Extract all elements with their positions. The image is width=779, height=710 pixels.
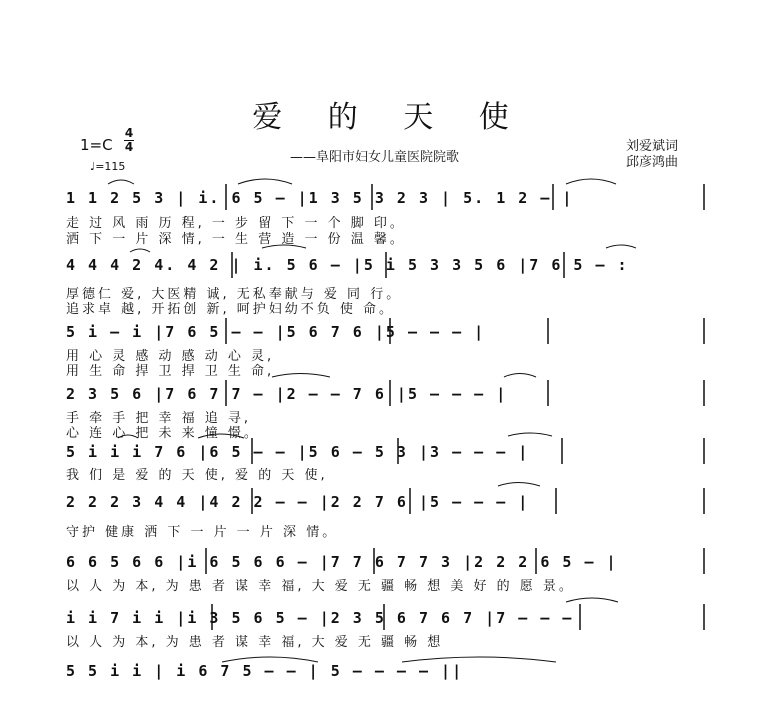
key-signature: 1=C [80,136,113,154]
lyric-verse-1: 守护 健康 洒 下 一 片 一 片 深 情。 [66,525,339,540]
lyricist-credit: 刘爱斌词 [626,139,679,154]
song-title: 爱 的 天 使 [252,100,527,135]
slur [130,249,150,252]
slur [566,598,618,602]
slur [498,483,540,487]
tempo-marking: ♩=115 [90,160,126,173]
slur [272,374,330,378]
lyric-verse-1: 以 人 为 本, 为 患 者 谋 幸 福, 大 爱 无 疆 畅 想 [66,635,444,650]
notation: i i 7 i i |i 3 5 6 5 – |2 3 5 6 7 6 7 |7 – – – [66,609,574,627]
notation: 2 2 2 3 4 4 |4 2 2 – – |2 2 7 6 |5 – – – | [66,493,530,511]
lyric-verse-2: 洒 下 一 片 深 情, 一 生 营 造 一 份 温 馨。 [66,232,406,247]
notation: 5 i i i 7 6 |6 5 – – |5 6 – 5 3 |3 – – – | [66,443,530,461]
slur [262,245,306,248]
lyric-verse-2: 追求卓 越, 开拓创 新, 呵护妇幼不负 使 命。 [66,302,396,317]
notation: 6 6 5 6 6 |i 6 5 6 6 – |7 7 6 7 7 3 |2 2 2 6 5 – | [66,553,618,571]
lyric-verse-1: 手 牵 手 把 幸 福 追 寻, [66,411,252,426]
slur [566,179,616,184]
slur [198,434,244,438]
notation: 1 1 2 5 3 | i. 6 5 – |1 3 5 3 2 3 | 5. 1 2 – | [66,189,574,207]
notation: 5 5 i i | i 6 7 5 – – | 5 – – – – || [66,662,464,680]
slur [504,374,536,378]
slur [402,657,556,662]
lyric-verse-1: 用 心 灵 感 动 感 动 心 灵, [66,349,275,364]
slur [222,657,318,662]
notation: 4 4 4 2 4. 4 2 | i. 5 6 – |5 i 5 3 3 5 6 |7 6 5 – : [66,256,629,274]
slur [508,433,552,436]
meter-top: 4 [124,126,134,140]
lyric-verse-1: 走 过 风 雨 历 程, 一 步 留 下 一 个 脚 印。 [66,216,406,231]
notation: 5 i – i |7 6 5 – – |5 6 7 6 |5 – – – | [66,323,486,341]
slur [606,245,636,248]
lyric-verse-2: 心 连 心 把 未 来 憧 憬。 [66,426,260,441]
composer-credit: 邱彦鸿曲 [626,155,679,170]
lyric-verse-1: 厚德仁 爱, 大医精 诚, 无私奉献与 爱 同 行。 [66,287,403,302]
notation: 2 3 5 6 |7 6 7 7 – |2 – – 7 6 |5 – – – | [66,385,508,403]
slur [118,435,138,438]
meter-bottom: 4 [124,140,134,154]
slur [238,179,292,184]
song-subtitle: ——阜阳市妇女儿童医院院歌 [290,150,460,165]
lyric-verse-1: 以 人 为 本, 为 患 者 谋 幸 福, 大 爱 无 疆 畅 想 美 好 的 愿 景。 [66,579,575,594]
lyric-verse-1: 我 们 是 爱 的 天 使, 爱 的 天 使, [66,468,328,483]
slur [108,180,134,184]
lyric-verse-2: 用 生 命 捍 卫 捍 卫 生 命, [66,364,275,379]
